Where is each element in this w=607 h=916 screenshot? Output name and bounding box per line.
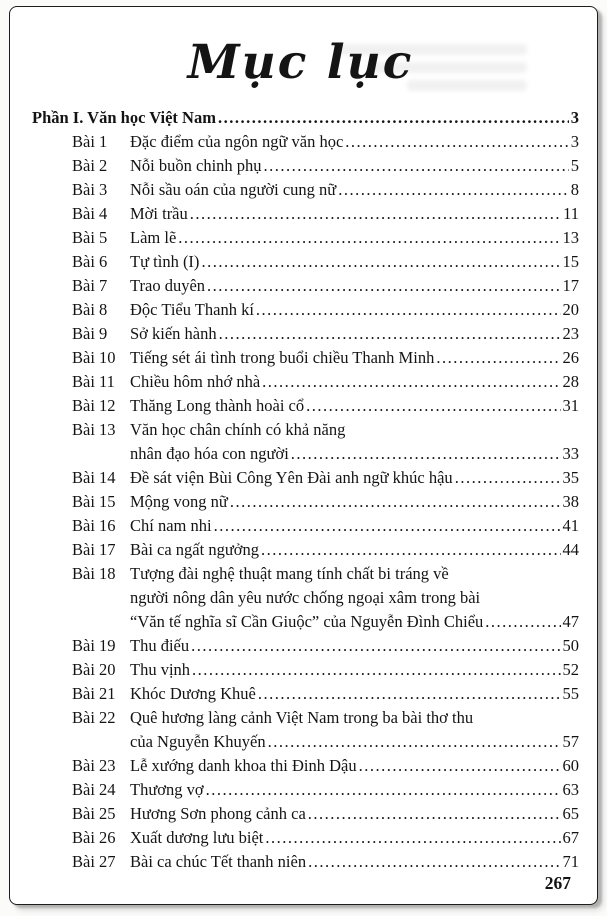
toc-entry-title: Quê hương làng cảnh Việt Nam trong ba bài thơ thu [130, 708, 474, 727]
toc-entry-label: Bài 25 [72, 804, 116, 823]
toc-entry [72, 202, 579, 226]
toc-entry-label: Bài 2 [72, 156, 108, 175]
toc-entry [72, 634, 579, 658]
toc-entry-label: Bài 7 [72, 276, 108, 295]
toc-entry-body [130, 802, 579, 826]
toc-entry-page: 13 [562, 228, 579, 247]
toc-entry-label: Bài 27 [72, 852, 116, 871]
toc-entry-page: 63 [562, 780, 579, 799]
toc-entry-label: Bài 6 [72, 252, 108, 271]
dot-leader [262, 370, 560, 394]
toc-entry-label: Bài 11 [72, 372, 115, 391]
toc-entry-title: Lễ xướng danh khoa thi Đinh Dậu [130, 756, 357, 775]
toc-entry-page: 71 [562, 852, 579, 871]
toc-entry-title: Thương vợ [130, 780, 204, 799]
toc-entry [72, 850, 579, 874]
toc-entry-page: 15 [562, 252, 579, 271]
toc-entry-page: 52 [562, 660, 579, 679]
toc-entry-label: Bài 4 [72, 204, 108, 223]
toc-entry-title: Thu điếu [130, 636, 190, 655]
dot-leader [455, 466, 561, 490]
toc-entry-title: người nông dân yêu nước chống ngoại xâm trong bài [130, 588, 481, 607]
dot-leader [485, 610, 560, 634]
toc-entry [72, 802, 579, 826]
dot-leader [436, 346, 560, 370]
toc-entry-body [130, 178, 579, 202]
dot-leader [268, 730, 561, 754]
toc-entry-body [130, 250, 579, 274]
dot-leader [192, 658, 560, 682]
toc-entry [72, 370, 579, 394]
toc-entry [72, 418, 579, 466]
dot-leader [359, 754, 561, 778]
toc-section-label: Phần I. Văn học Việt Nam [32, 108, 216, 127]
toc-section-page: 3 [570, 108, 579, 127]
dot-leader [230, 490, 561, 514]
toc-entry-body [130, 322, 579, 346]
toc-entry-title: Nỗi sầu oán của người cung nữ [130, 180, 337, 199]
toc-entry-label: Bài 18 [72, 564, 116, 583]
book-page [9, 6, 598, 905]
toc-entry-title: Độc Tiểu Thanh kí [130, 300, 254, 319]
toc-entry-page: 5 [570, 156, 579, 175]
toc-entry-title: Trao duyên [130, 276, 206, 295]
toc-entry [72, 274, 579, 298]
toc-entry-page: 47 [562, 612, 579, 631]
toc-entry-page: 35 [562, 468, 579, 487]
dot-leader [308, 802, 561, 826]
toc-entry-body [130, 394, 579, 418]
toc-entry [72, 538, 579, 562]
toc-entry-title: Đặc điểm của ngôn ngữ văn học [130, 132, 344, 151]
toc-entry-label: Bài 14 [72, 468, 116, 487]
toc-entry-title: Nỗi buồn chinh phụ [130, 156, 262, 175]
toc-entry-body [130, 634, 579, 658]
toc-entry [72, 154, 579, 178]
toc-entry-title: Khóc Dương Khuê [130, 684, 256, 703]
toc-entry [72, 298, 579, 322]
toc-entry-body [130, 562, 579, 634]
toc-entry-label: Bài 8 [72, 300, 108, 319]
dot-leader [206, 778, 561, 802]
toc-entry-title: nhân đạo hóa con người [130, 444, 289, 463]
toc-list [72, 130, 579, 874]
toc-entry-title: Tự tình (I) [130, 252, 200, 271]
toc-entry-page: 65 [562, 804, 579, 823]
dot-leader [219, 322, 561, 346]
toc-entry [72, 826, 579, 850]
toc-entry [72, 250, 579, 274]
toc-entry-body [130, 706, 579, 754]
toc-entry-page: 50 [562, 636, 579, 655]
toc-entry-label: Bài 12 [72, 396, 116, 415]
toc-entry-page: 67 [562, 828, 579, 847]
dot-leader [264, 154, 569, 178]
toc-entry [72, 226, 579, 250]
toc-entry-label: Bài 24 [72, 780, 116, 799]
toc-entry-page: 60 [562, 756, 579, 775]
toc-entry [72, 514, 579, 538]
toc-entry [72, 658, 579, 682]
dot-leader [261, 538, 560, 562]
toc-entry-body [130, 226, 579, 250]
toc-entry [72, 682, 579, 706]
toc-entry-label: Bài 16 [72, 516, 116, 535]
toc-entry-body [130, 682, 579, 706]
dot-leader [178, 226, 560, 250]
toc-entry-page: 55 [562, 684, 579, 703]
toc-entry-body [130, 850, 579, 874]
toc-entry-page: 8 [570, 180, 579, 199]
toc-entry-body [130, 466, 579, 490]
dot-leader [338, 178, 569, 202]
toc-section-header [32, 106, 579, 130]
toc-entry-body [130, 370, 579, 394]
toc-entry-label: Bài 5 [72, 228, 108, 247]
dot-leader [291, 442, 561, 466]
toc-entry-title: Hương Sơn phong cảnh ca [130, 804, 306, 823]
toc-entry-body [130, 514, 579, 538]
page-number: 267 [544, 873, 571, 893]
showthrough-line [337, 44, 527, 55]
toc-entry-label: Bài 15 [72, 492, 116, 511]
dot-leader [201, 250, 560, 274]
toc-entry-title: Chí nam nhi [130, 516, 212, 535]
toc-entry-title: của Nguyễn Khuyến [130, 732, 266, 751]
toc-entry [72, 490, 579, 514]
toc [22, 106, 579, 874]
dot-leader [306, 394, 560, 418]
toc-entry [72, 778, 579, 802]
toc-entry-page: 20 [562, 300, 579, 319]
toc-entry [72, 466, 579, 490]
toc-entry-body [130, 754, 579, 778]
toc-entry-title: Sở kiến hành [130, 324, 217, 343]
toc-entry-body [130, 826, 579, 850]
toc-entry-title: Văn học chân chính có khả năng [130, 420, 346, 439]
dot-leader [207, 274, 560, 298]
page-showthrough [307, 37, 527, 98]
toc-entry [72, 562, 579, 634]
dot-leader [258, 682, 561, 706]
toc-entry-title: Làm lẽ [130, 228, 177, 247]
toc-entry-label: Bài 3 [72, 180, 108, 199]
toc-entry [72, 130, 579, 154]
toc-entry-body [130, 154, 579, 178]
toc-entry-page: 31 [562, 396, 579, 415]
toc-entry-page: 11 [563, 204, 579, 223]
toc-entry-title: “Văn tế nghĩa sĩ Cần Giuộc” của Nguyễn Đình Chiểu [130, 612, 484, 631]
toc-entry-page: 44 [562, 540, 579, 559]
toc-entry-body [130, 202, 579, 226]
dot-leader [308, 850, 560, 874]
toc-entry-label: Bài 17 [72, 540, 116, 559]
toc-entry [72, 322, 579, 346]
toc-entry-page: 17 [562, 276, 579, 295]
toc-entry-body [130, 778, 579, 802]
toc-entry-title: Mộng vong nữ [130, 492, 228, 511]
toc-entry-label: Bài 26 [72, 828, 116, 847]
showthrough-line [407, 80, 527, 91]
toc-entry-body [130, 346, 579, 370]
showthrough-line [367, 62, 527, 73]
toc-entry [72, 178, 579, 202]
toc-entry [72, 754, 579, 778]
dot-leader [191, 634, 560, 658]
toc-entry-title: Xuất dương lưu biệt [130, 828, 264, 847]
dot-leader [265, 826, 560, 850]
dot-leader [345, 130, 568, 154]
toc-entry-label: Bài 21 [72, 684, 116, 703]
toc-entry-label: Bài 20 [72, 660, 116, 679]
toc-entry-title: Bài ca chúc Tết thanh niên [130, 852, 307, 871]
toc-entry-title: Bài ca ngất ngưởng [130, 540, 260, 559]
dot-leader [256, 298, 561, 322]
toc-entry-title: Đề sát viện Bùi Công Yên Đài anh ngữ khúc hậu [130, 468, 453, 487]
toc-entry-title: Tiếng sét ái tình trong buổi chiều Thanh Minh [130, 348, 435, 367]
toc-entry-page: 57 [562, 732, 579, 751]
toc-entry-body [130, 274, 579, 298]
toc-entry-title: Chiều hôm nhớ nhà [130, 372, 261, 391]
toc-entry-label: Bài 22 [72, 708, 116, 727]
toc-entry-page: 41 [562, 516, 579, 535]
toc-entry-label: Bài 9 [72, 324, 108, 343]
toc-entry-title: Thăng Long thành hoài cổ [130, 396, 305, 415]
toc-entry-title: Mời trầu [130, 204, 188, 223]
dot-leader [190, 202, 561, 226]
toc-entry-page: 26 [562, 348, 579, 367]
dot-leader [218, 106, 569, 130]
toc-entry-body [130, 658, 579, 682]
dot-leader [214, 514, 561, 538]
toc-entry-title: Thu vịnh [130, 660, 191, 679]
toc-entry-label: Bài 1 [72, 132, 108, 151]
toc-entry-page: 28 [562, 372, 579, 391]
toc-entry-body [130, 490, 579, 514]
toc-entry-body [130, 130, 579, 154]
toc-entry-label: Bài 19 [72, 636, 116, 655]
toc-entry-label: Bài 23 [72, 756, 116, 775]
toc-entry [72, 394, 579, 418]
toc-entry-page: 23 [562, 324, 579, 343]
toc-entry-body [130, 418, 579, 466]
toc-entry-body [130, 538, 579, 562]
toc-entry-page: 38 [562, 492, 579, 511]
toc-entry-label: Bài 13 [72, 420, 116, 439]
page-title: Mục lục [187, 35, 414, 90]
toc-entry-body [130, 298, 579, 322]
toc-entry-label: Bài 10 [72, 348, 116, 367]
toc-entry-page: 33 [562, 444, 579, 463]
toc-entry [72, 706, 579, 754]
toc-entry-page: 3 [570, 132, 579, 151]
toc-entry-title: Tượng đài nghệ thuật mang tính chất bi tráng về [130, 564, 449, 583]
toc-entry [72, 346, 579, 370]
